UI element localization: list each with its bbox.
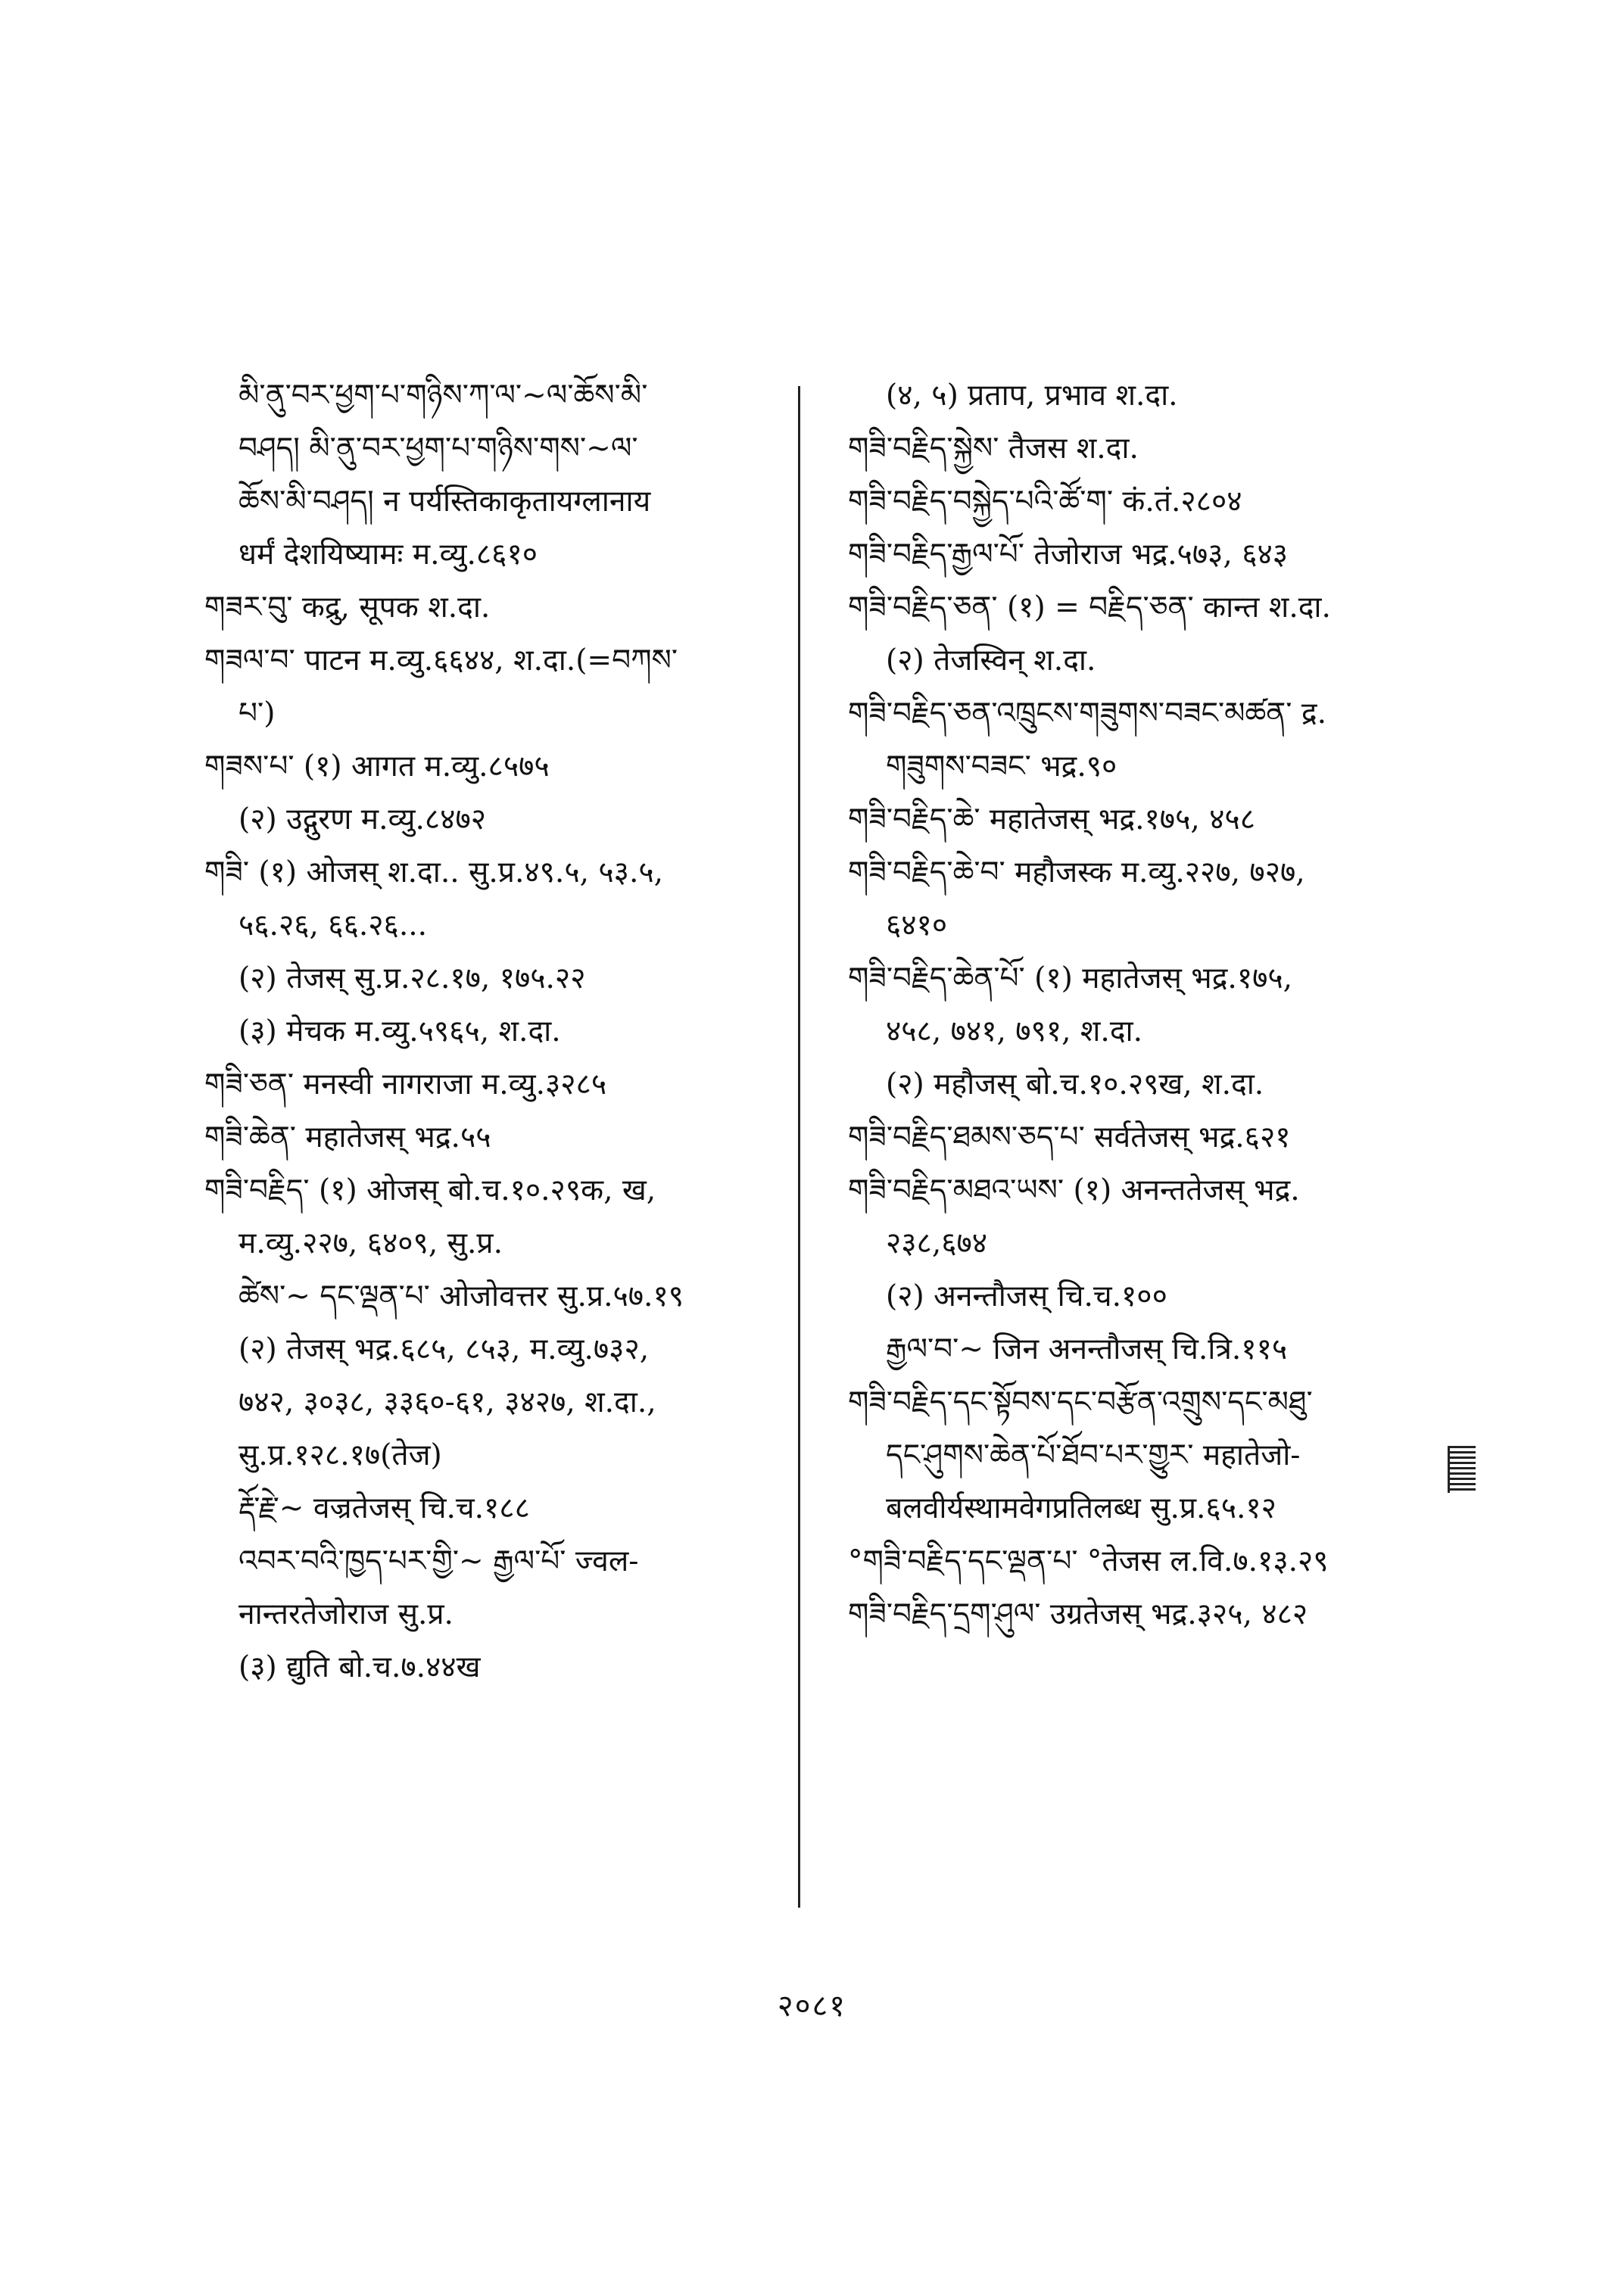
dictionary-entry-line: གཟི་བརྗིད་དང་སྟོབས་དང་བརྩོན་འགྲུས་དང་མཐུ་	[848, 1385, 1313, 1419]
dictionary-entry-line: གཟི་བརྗིད་རྒྱལ་པོ་ तेजोराज भद्र.५७३, ६४३	[848, 537, 1289, 572]
dictionary-entry-line: དང་ཤུགས་ཆེན་པོ་ཐོབ་པར་གྱུར་ महातेजो-	[886, 1438, 1301, 1472]
dictionary-entry-line: (२) तेजस् भद्र.६८५, ८५३, म.व्यु.७३२,	[238, 1332, 650, 1366]
dictionary-entry-line: གཟི་བརྗིད་མཐའ་ཡས་ (१) अनन्ततेजस् भद्र.	[848, 1173, 1300, 1207]
dictionary-entry-line: (४, ५) प्रताप, प्रभाव श.दा.	[886, 379, 1178, 413]
dictionary-entry-line: २३८,६७४	[886, 1226, 988, 1260]
margin-tab-mark	[1448, 1446, 1476, 1493]
dictionary-entry-line: གཟི་ཅན་ मनस्वी नागराजा म.व्यु.३२८५	[204, 1067, 607, 1101]
dictionary-entry-line: धर्मं देशयिष्यामः म.व्यु.८६१०	[238, 537, 538, 572]
column-divider	[798, 386, 800, 1908]
dictionary-entry-line: གཟི་བརྗིད་སྐྱེས་ तैजस श.दा.	[848, 431, 1139, 466]
dictionary-entry-line: གཟི་བརྗིད་ཐམས་ཅད་པ་ सर्वतेजस् भद्र.६२१	[848, 1120, 1291, 1154]
dictionary-entry-line: ४५८, ७४१, ७९१, श.दा.	[886, 1014, 1143, 1048]
dictionary-entry-line: ५६.२६, ६६.२६...	[238, 908, 428, 942]
dictionary-entry-line: མི་ནུ་བར་ཕྱག་པ་གཉིས་ཀ་ལ་~ལ་ཆོས་མི་	[238, 379, 648, 413]
dictionary-entry-line: ६४१०	[886, 908, 948, 942]
page-number: २०८१	[777, 1989, 847, 2024]
dictionary-entry-line: གཟུགས་བཟང་ भद्र.९०	[886, 749, 1117, 784]
dictionary-entry-line: གཟི་བརྗིད་ཅན་ (१) = བརྗིད་ཅན་ कान्त श.दा.	[848, 590, 1331, 625]
dictionary-entry-line: གཟི་ཆེན་ महातेजस् भद्र.५५	[204, 1120, 491, 1154]
dictionary-entry-line: གཟི་བརྗིད་ (१) ओजस् बो.च.१०.२९क, ख,	[204, 1173, 656, 1207]
dictionary-entry-line: པ་)	[238, 696, 276, 731]
dictionary-entry-line: བཤད། མི་ནུ་བར་ཕྱག་པ་གཉིས་གས་~ལ་	[238, 431, 638, 466]
dictionary-entry-line: རྒྱལ་བ་~ जिन अनन्तौजस् चि.त्रि.११५	[886, 1332, 1288, 1366]
dictionary-entry-line: ཆོས་མི་བཤད། न पर्यस्तिकाकृतायग्लानाय	[238, 484, 651, 519]
dictionary-entry-line: གཟི་བརྗིད་ཆེ་ महातेजस् भद्र.१७५, ४५८	[848, 802, 1255, 837]
dictionary-entry-line: (२) अनन्तौजस् चि.च.१००	[886, 1279, 1167, 1313]
dictionary-entry-line: (२) तेजस्विन् श.दा.	[886, 643, 1096, 678]
dictionary-entry-line: नान्तरतेजोराज सु.प्र.	[238, 1597, 454, 1631]
dictionary-entry-line: ཚེས་~ དང་ལྡན་པ་ ओजोवत्तर सु.प्र.५७.१९	[238, 1279, 684, 1313]
dictionary-entry-line: གཟས་པ་ (१) आगत म.व्यु.८५७५	[204, 749, 550, 784]
dictionary-entry-line: གཟི་ (१) ओजस् श.दा.. सु.प्र.४९.५, ५३.५,	[204, 855, 664, 889]
dictionary-entry-line: གཟི་བརྗིད་དྲག་ཤུལ་ उग्रतेजस् भद्र.३२५, ४८२	[848, 1597, 1308, 1631]
dictionary-entry-line: གཟི་བརྗིད་ཆེན་པོ་ (१) महातेजस् भद्र.१७५,	[848, 961, 1293, 995]
dictionary-entry-line: གཟལ་བ་ पाटन म.व्यु.६६४४, श.दा.(=བཀས་	[204, 643, 678, 678]
dictionary-entry-line: གཟར་བུ་ कद्रु, सूपक श.दा.	[204, 590, 491, 625]
dictionary-entry-line: (२) महौजस् बो.च.१०.२९ख, श.दा.	[886, 1067, 1264, 1101]
dictionary-entry-line: सु.प्र.१२८.१७(तेज)	[238, 1438, 442, 1472]
left-column	[204, 369, 795, 1694]
dictionary-entry-line: बलवीर्यस्थामवेगप्रतिलब्ध सु.प्र.६५.१२	[886, 1491, 1276, 1525]
dictionary-entry-line: (३) मेचक म.व्यु.५९६५, श.दा.	[238, 1014, 561, 1048]
dictionary-entry-line: °གཟི་བརྗིད་དང་ལྡན་པ་ °तेजस ल.वि.७.१३.२९	[848, 1544, 1329, 1578]
dictionary-entry-line: གཟི་བརྗིད་བསྐྱེད་པའི་ཚོ་ག་ कं.तं.२८०४	[848, 484, 1242, 519]
dictionary-entry-line: (२) उद्गुरण म.व्यु.८४७२	[238, 802, 487, 837]
right-column	[848, 369, 1439, 1641]
dictionary-entry-line: གཟི་བརྗིད་ཆེ་བ་ महौजस्क म.व्यु.२२७, ७२७,	[848, 855, 1305, 889]
dictionary-entry-line: म.व्यु.२२७, ६४०९, सु.प्र.	[238, 1226, 503, 1260]
dictionary-entry-line: (२) तेजस् सु.प्र.२८.१७, १७५.२२	[238, 961, 586, 995]
dictionary-entry-line: གཟི་བརྗིད་ཅན་འཁྲུངས་གཟུགས་བཟང་མཚན་ द्र.	[848, 696, 1326, 731]
dictionary-entry-line: འབར་བའི་ཁྱད་པར་གྱི་~ རྒྱལ་པོ་ ज्वल-	[238, 1544, 639, 1578]
dictionary-entry-line: ७४२, ३०३८, ३३६०-६१, ३४२७, श.दा.,	[238, 1385, 656, 1419]
dictionary-entry-line: རྡོ་རྗེ་~ वज्रतेजस् चि.च.१८८	[238, 1491, 530, 1525]
dictionary-entry-line: (३) द्युति बो.च.७.४४ख	[238, 1650, 481, 1684]
